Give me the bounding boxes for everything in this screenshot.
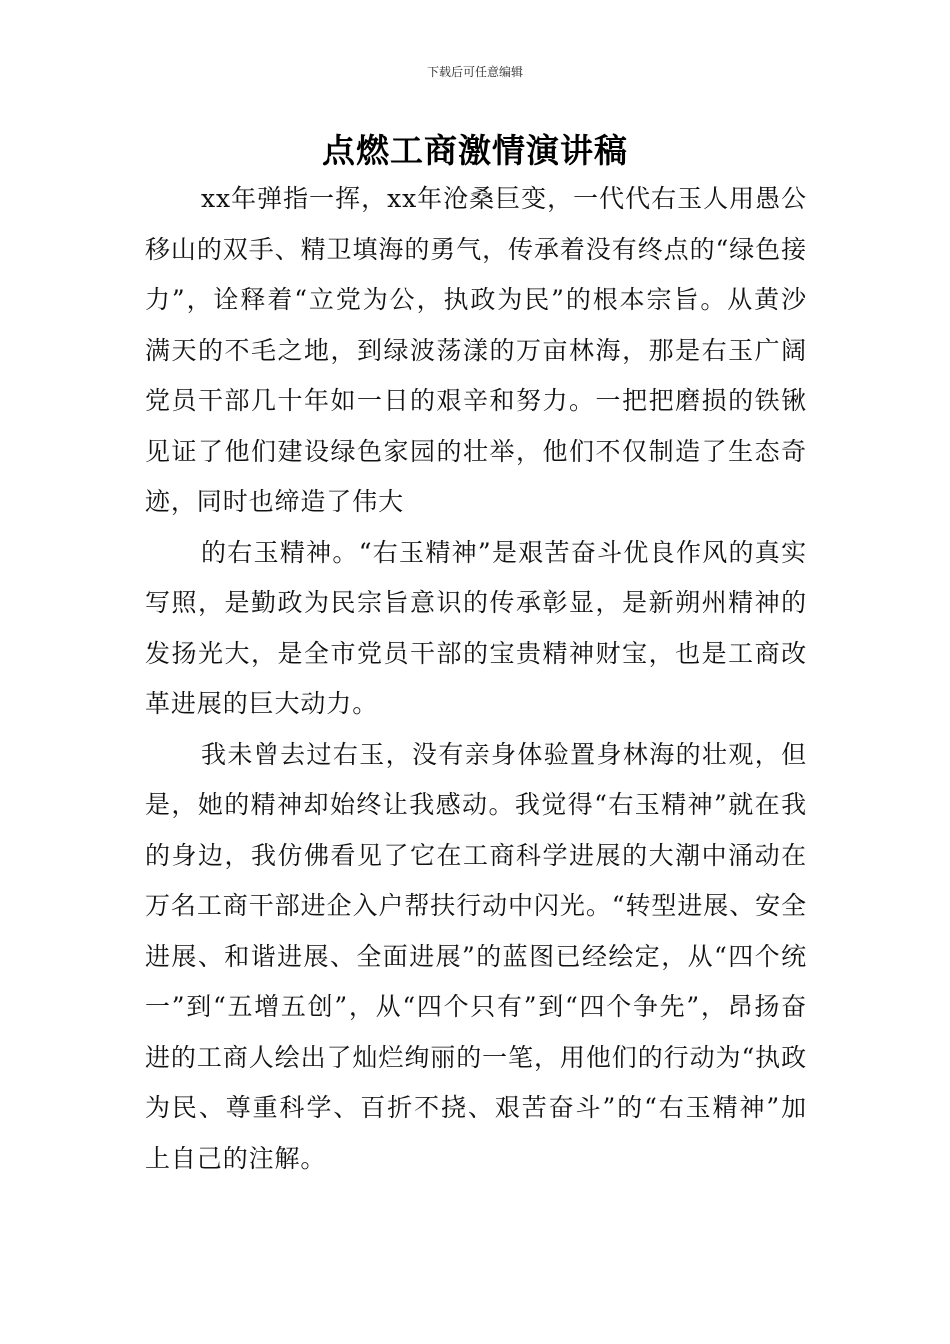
document-body [145, 174, 807, 1184]
document-title: 点燃工商激情演讲稿 [322, 131, 628, 170]
page-header-note: 下载后可任意编辑 [426, 65, 523, 79]
paragraph-1: xx年弹指一挥，xx年沧桑巨变，一代代右玉人用愚公移山的双手、精卫填海的勇气，传承着没有终点的“绿色接力”，诠释着“立党为公，执政为民”的根本宗旨。从黄沙满天的不毛之地，到绿波荡漾的万亩林海，那是右玉广阔党员干部几十年如一日的艰辛和努力。一把把磨损的铁锹见证了他们建设绿色家园的壮举，他们不仅制造了生态奇迹，同时也缔造了伟大 [145, 184, 807, 516]
paragraph-3: 我未曾去过右玉，没有亲身体验置身林海的壮观，但是，她的精神却始终让我感动。我觉得“右玉精神”就在我的身边，我仿佛看见了它在工商科学进展的大潮中涌动在万名工商干部进企入户帮扶行动中闪光。“转型进展、安全进展、和谐进展、全面进展”的蓝图已经绘定，从“四个统一”到“五增五创”，从“四个只有”到“四个争先”，昂扬奋进的工商人绘出了灿烂绚丽的一笔，用他们的行动为“执政为民、尊重科学、百折不挠、艰苦奋斗”的“右玉精神”加上自己的注解。 [145, 739, 807, 1173]
paragraph-2: 的右玉精神。“右玉精神”是艰苦奋斗优良作风的真实写照，是勤政为民宗旨意识的传承彰显，是新朔州精神的发扬光大，是全市党员干部的宝贵精神财宝，也是工商改革进展的巨大动力。 [145, 537, 807, 718]
